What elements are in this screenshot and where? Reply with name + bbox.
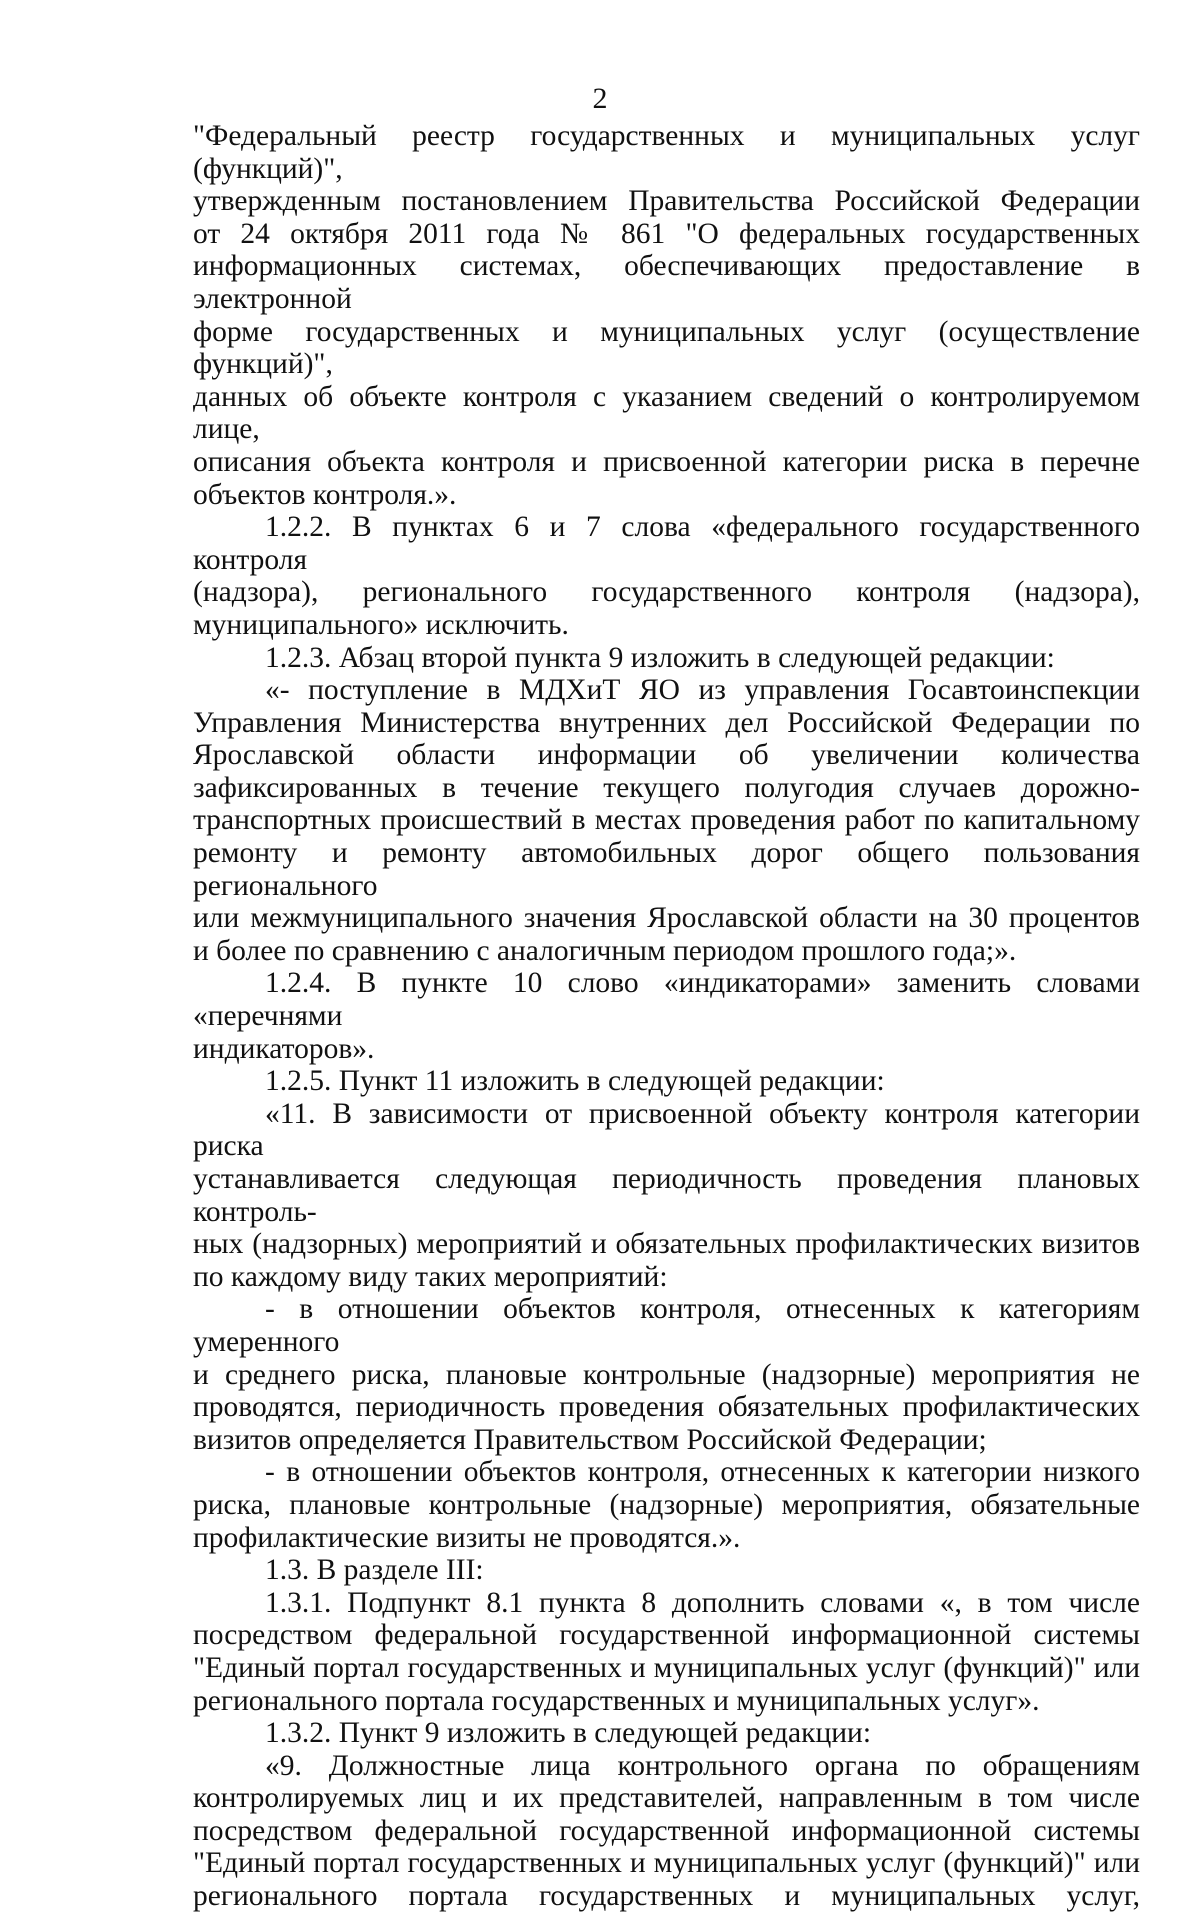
text-line: утвержденным постановлением Правительства Российской Федерации bbox=[193, 185, 1140, 218]
document-body bbox=[193, 120, 1140, 1913]
text-line: 1.2.5. Пункт 11 изложить в следующей редакции: bbox=[265, 1065, 885, 1098]
text-line: 1.3.2. Пункт 9 изложить в следующей редакции: bbox=[265, 1717, 872, 1750]
text-line: визитов определяется Правительством Российской Федерации; bbox=[193, 1423, 987, 1456]
text-line: 1.2.2. В пунктах 6 и 7 слова «федерального государственного контроля bbox=[193, 511, 1140, 576]
text-line: регионального портала государственных и муниципальных услуг». bbox=[193, 1684, 1040, 1717]
text-line: «- поступление в МДХиТ ЯО из управления Госавтоинспекции bbox=[265, 674, 1140, 707]
text-line: "Единый портал государственных и муниципальных услуг (функций)" или bbox=[193, 1651, 1140, 1684]
text-line: от 24 октября 2011 года № 861 "О федеральных государственных bbox=[193, 217, 1140, 250]
text-line: 1.2.3. Абзац второй пункта 9 изложить в следующей редакции: bbox=[265, 641, 1055, 674]
text-line: «9. Должностные лица контрольного органа по обращениям bbox=[265, 1749, 1140, 1782]
text-line: регионального портала государственных и муниципальных услуг, bbox=[193, 1880, 1140, 1913]
text-line: Ярославской области информации об увеличении количества bbox=[193, 739, 1140, 772]
text-line: 1.3.1. Подпункт 8.1 пункта 8 дополнить словами «, в том числе bbox=[265, 1586, 1140, 1619]
text-line: посредством федеральной государственной информационной системы bbox=[193, 1814, 1140, 1847]
text-line: индикаторов». bbox=[193, 1032, 375, 1065]
text-line: Управления Министерства внутренних дел Российской Федерации по bbox=[193, 706, 1140, 739]
text-line: риска, плановые контрольные (надзорные) мероприятия, обязательные bbox=[193, 1488, 1140, 1521]
text-line: "Федеральный реестр государственных и муниципальных услуг (функций)", bbox=[193, 120, 1140, 185]
text-line: «11. В зависимости от присвоенной объекту контроля категории риска bbox=[193, 1097, 1140, 1163]
text-line: устанавливается следующая периодичность проведения плановых контроль- bbox=[193, 1163, 1140, 1228]
text-line: данных об объекте контроля с указанием сведений о контролируемом лице, bbox=[193, 380, 1140, 446]
text-line: профилактические визиты не проводятся.». bbox=[193, 1521, 741, 1554]
page-number: 2 bbox=[592, 82, 608, 115]
text-line: и среднего риска, плановые контрольные (надзорные) мероприятия не bbox=[193, 1358, 1140, 1391]
text-line: - в отношении объектов контроля, отнесенных к категории низкого bbox=[265, 1456, 1140, 1489]
text-line: муниципального» исключить. bbox=[193, 608, 569, 641]
text-line: (надзора), регионального государственного контроля (надзора), bbox=[193, 576, 1140, 609]
text-line: транспортных происшествий в местах проведения работ по капитальному bbox=[193, 804, 1140, 837]
text-line: описания объекта контроля и присвоенной категории риска в перечне bbox=[193, 445, 1140, 478]
text-line: контролируемых лиц и их представителей, направленным в том числе bbox=[193, 1782, 1140, 1815]
text-line: "Единый портал государственных и муниципальных услуг (функций)" или bbox=[193, 1847, 1140, 1880]
text-line: по каждому виду таких мероприятий: bbox=[193, 1260, 668, 1293]
text-line: ремонту и ремонту автомобильных дорог общего пользования регионального bbox=[193, 837, 1140, 902]
text-line: или межмуниципального значения Ярославской области на 30 процентов bbox=[193, 902, 1140, 935]
text-line: проводятся, периодичность проведения обязательных профилактических bbox=[193, 1391, 1140, 1424]
text-line: ных (надзорных) мероприятий и обязательных профилактических визитов bbox=[193, 1228, 1140, 1261]
text-line: и более по сравнению с аналогичным периодом прошлого года;». bbox=[193, 934, 1017, 967]
text-line: зафиксированных в течение текущего полугодия случаев дорожно- bbox=[193, 771, 1140, 804]
text-line: посредством федеральной государственной информационной системы bbox=[193, 1619, 1140, 1652]
text-line: объектов контроля.». bbox=[193, 478, 457, 511]
text-line: информационных системах, обеспечивающих предоставление в электронной bbox=[193, 250, 1140, 315]
text-line: форме государственных и муниципальных услуг (осуществление функций)", bbox=[193, 315, 1140, 381]
text-line: 1.2.4. В пункте 10 слово «индикаторами» заменить словами «перечнями bbox=[193, 967, 1140, 1033]
text-line: 1.3. В разделе III: bbox=[265, 1554, 484, 1587]
text-line: - в отношении объектов контроля, отнесенных к категориям умеренного bbox=[193, 1293, 1140, 1358]
